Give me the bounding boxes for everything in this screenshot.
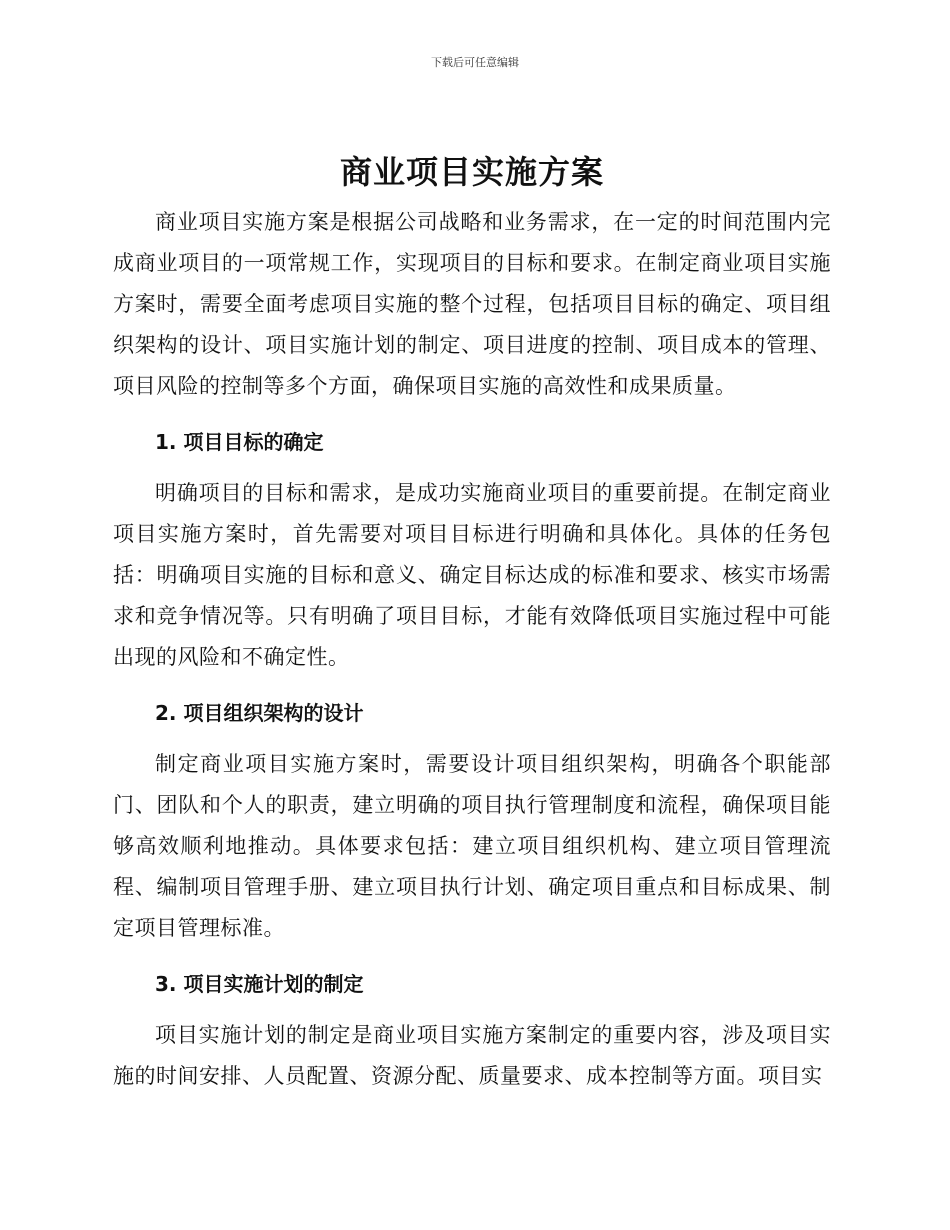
intro-paragraph: 商业项目实施方案是根据公司战略和业务需求，在一定的时间范围内完成商业项目的一项常规工作，实现项目的目标和要求。在制定商业项目实施方案时，需要全面考虑项目实施的整个过程，包括项目目标的确定、项目组织架构的设计、项目实施计划的制定、项目进度的控制、项目成本的管理、项目风险的控制等多个方面，确保项目实施的高效性和成果质量。	[113, 210, 831, 398]
section-body-2: 制定商业项目实施方案时，需要设计项目组织架构，明确各个职能部门、团队和个人的职责，建立明确的项目执行管理制度和流程，确保项目能够高效顺利地推动。具体要求包括：建立项目组织机构、建立项目管理流程、编制项目管理手册、建立项目执行计划、确定项目重点和目标成果、制定项目管理标准。	[113, 752, 831, 940]
document-content	[113, 148, 831, 1097]
header-note: 下载后可任意编辑	[431, 56, 519, 69]
section-heading-3: 3. 项目实施计划的制定	[155, 972, 364, 996]
section-body-3: 项目实施计划的制定是商业项目实施方案制定的重要内容，涉及项目实施的时间安排、人员配置、资源分配、质量要求、成本控制等方面。项目实	[113, 1023, 831, 1088]
section-heading-2: 2. 项目组织架构的设计	[155, 701, 364, 725]
document-title: 商业项目实施方案	[339, 153, 604, 191]
section-body-1: 明确项目的目标和需求，是成功实施商业项目的重要前提。在制定商业项目实施方案时，首先需要对项目目标进行明确和具体化。具体的任务包括：明确项目实施的目标和意义、确定目标达成的标准和要求、核实市场需求和竞争情况等。只有明确了项目目标，才能有效降低项目实施过程中可能出现的风险和不确定性。	[113, 481, 831, 669]
section-heading-1: 1. 项目目标的确定	[155, 430, 324, 454]
